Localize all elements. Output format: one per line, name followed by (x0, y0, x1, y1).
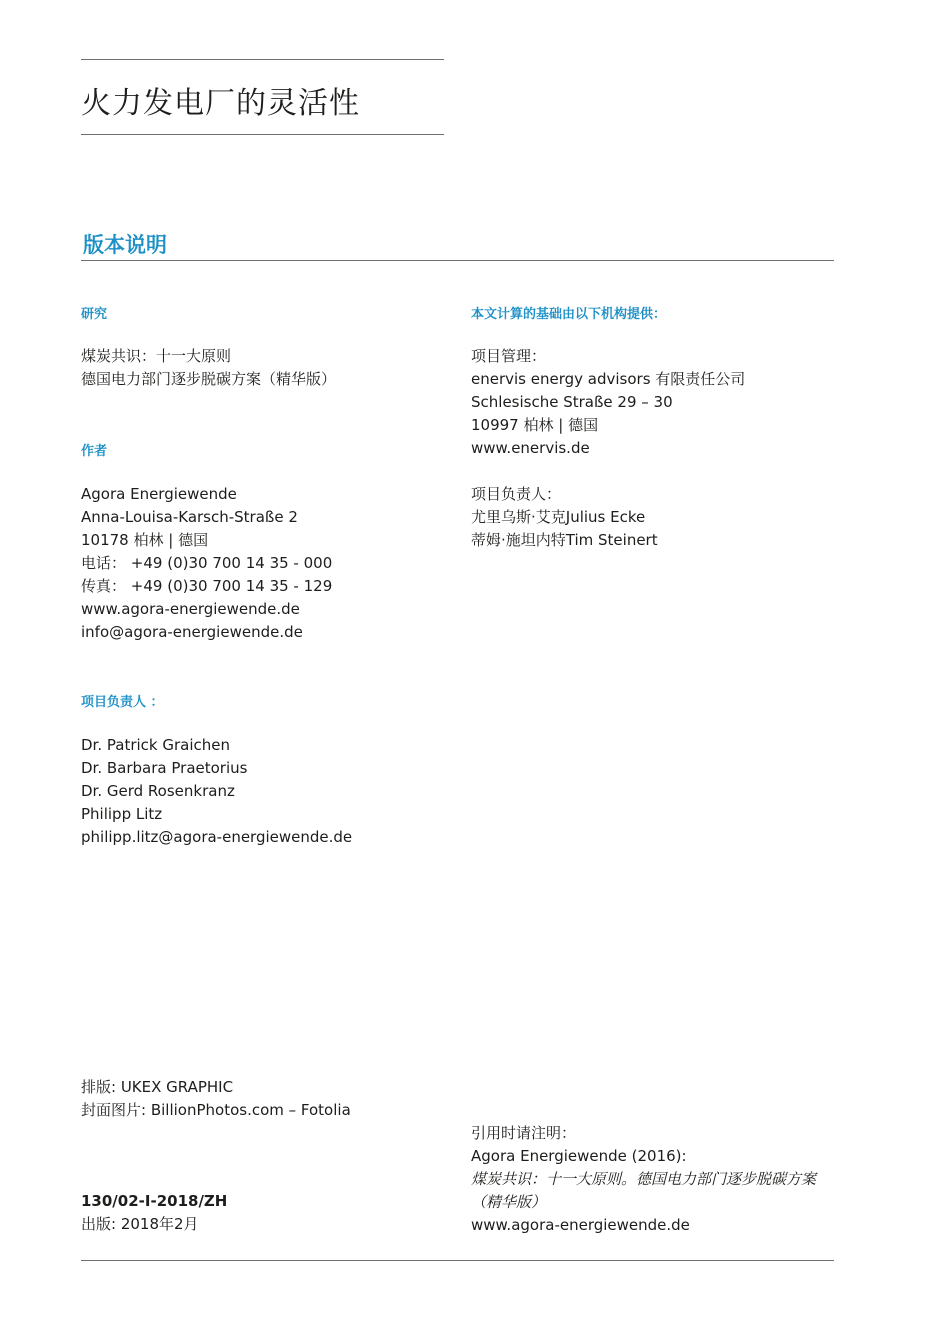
study-label: 研究 (81, 307, 108, 322)
authors-city: 10178 柏林 | 德国 (81, 531, 209, 549)
project-lead-name: Dr. Barbara Praetorius (81, 759, 248, 777)
authors-fax (81, 575, 332, 598)
authors-phone (81, 552, 332, 575)
calc-basis-leads (471, 483, 658, 552)
citation-label: 引用时请注明： (471, 1124, 577, 1142)
authors-email[interactable]: info@agora-energiewende.de (81, 623, 303, 641)
cover-credit: 封面图片: BillionPhotos.com – Fotolia (81, 1101, 351, 1119)
mgmt-web[interactable]: www.enervis.de (471, 439, 590, 457)
authors-web[interactable]: www.agora-energiewende.de (81, 600, 300, 618)
citation-subtitle: （精华版） (471, 1193, 547, 1211)
footer-rule (81, 1260, 834, 1261)
project-lead-name: Dr. Gerd Rosenkranz (81, 782, 235, 800)
section-rule (81, 260, 834, 261)
mgmt-label: 项目管理： (471, 347, 547, 365)
fax-label: 传真： (81, 577, 127, 595)
study-line: 煤炭共识：十一大原则 (81, 347, 232, 365)
header-top-rule (81, 59, 444, 60)
project-leads-label: 项目负责人 ： (81, 695, 164, 710)
project-leads-list (81, 734, 352, 849)
citation-web[interactable]: www.agora-energiewende.de (471, 1216, 690, 1234)
project-lead-email[interactable]: philipp.litz@agora-energiewende.de (81, 828, 353, 846)
mgmt-line: enervis energy advisors 有限责任公司 (471, 370, 746, 388)
page-title: 火力发电厂的灵活性 (81, 86, 360, 121)
publication-code: 130/02-I-2018/ZH (81, 1192, 228, 1210)
citation (471, 1122, 816, 1237)
authors-org: Agora Energiewende (81, 485, 237, 503)
section-title: 版本说明 (83, 233, 167, 257)
project-lead-name: Dr. Patrick Graichen (81, 736, 230, 754)
phone-number: +49 (0)30 700 14 35 - 000 (130, 554, 333, 572)
phone-label: 电话： (81, 554, 127, 572)
mgmt-line: 10997 柏林 | 德国 (471, 416, 599, 434)
authors-label: 作者 (81, 444, 108, 459)
citation-title: 煤炭共识：十一大原则。德国电力部门逐步脱碳方案 (471, 1170, 817, 1188)
publication (81, 1190, 227, 1236)
citation-source: Agora Energiewende (2016): (471, 1147, 687, 1165)
fax-number: +49 (0)30 700 14 35 - 129 (130, 577, 333, 595)
credits (81, 1076, 351, 1122)
calc-lead-name: 尤里乌斯·艾克Julius Ecke (471, 508, 646, 526)
layout-credit: 排版: UKEX GRAPHIC (81, 1078, 234, 1096)
calc-basis-label: 本文计算的基础由以下机构提供： (471, 307, 667, 322)
publication-date: 出版: 2018年2月 (81, 1215, 199, 1233)
project-lead-name: Philipp Litz (81, 805, 163, 823)
calc-lead-name: 蒂姆·施坦内特Tim Steinert (471, 531, 658, 549)
header-bottom-rule (81, 134, 444, 135)
mgmt-line: Schlesische Straße 29 – 30 (471, 393, 673, 411)
authors-address (81, 483, 332, 644)
study-line: 德国电力部门逐步脱碳方案（精华版） (81, 370, 337, 388)
study-text (81, 345, 336, 391)
authors-street: Anna-Louisa-Karsch-Straße 2 (81, 508, 298, 526)
calc-lead-label: 项目负责人： (471, 485, 562, 503)
calc-basis-mgmt (471, 345, 745, 460)
